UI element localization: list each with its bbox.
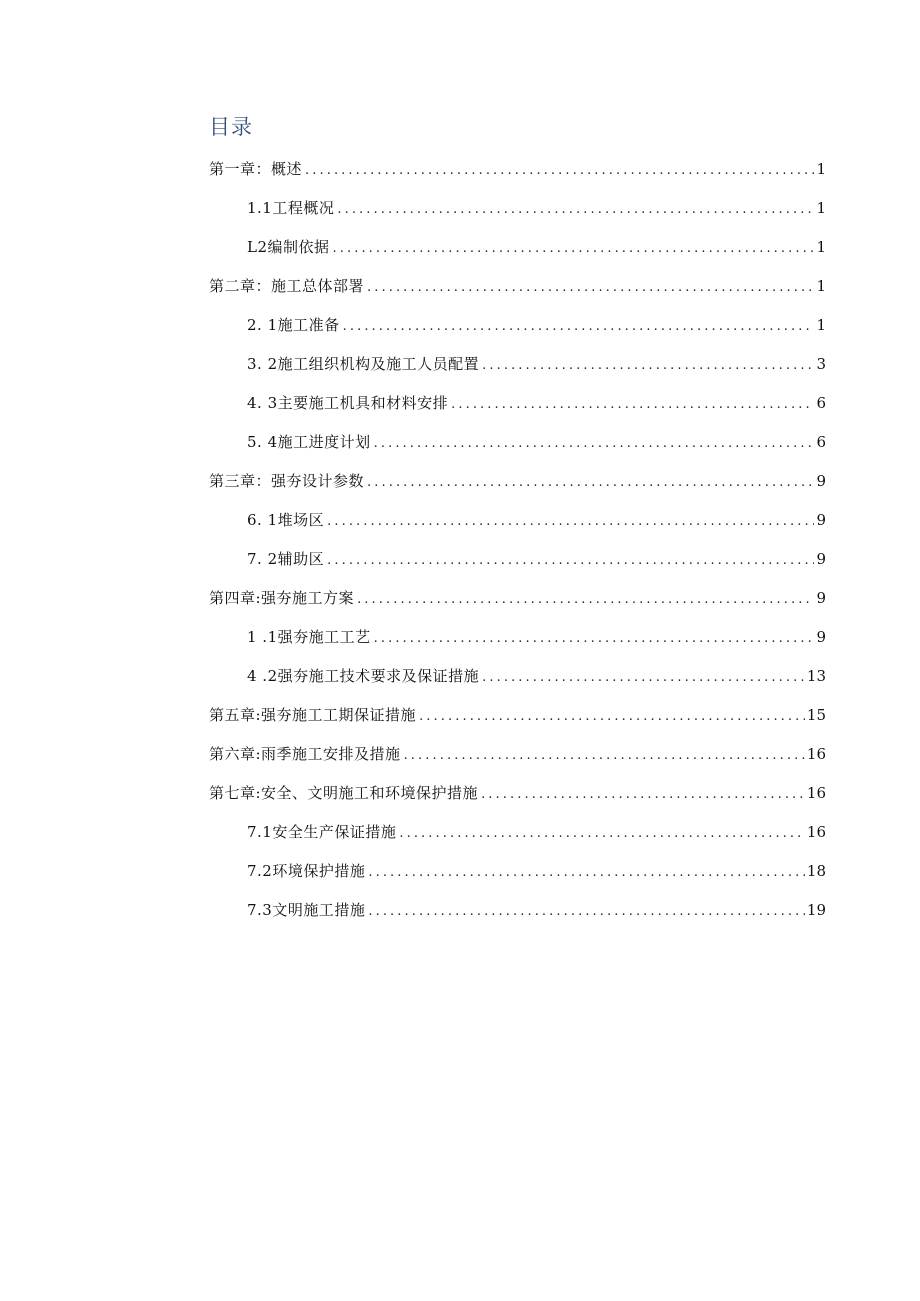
toc-entry-label: 4 .2强夯施工技术要求及保证措施 [247, 667, 480, 685]
toc-entry-page-number: 9 [816, 550, 826, 568]
toc-entry[interactable] [209, 501, 826, 540]
toc-entry-page-number: 16 [806, 784, 826, 802]
toc-entry-label: 7.3文明施工措施 [247, 901, 366, 919]
toc-dot-leader [399, 814, 805, 853]
toc-entry[interactable] [209, 852, 826, 891]
toc-entry-label: 第五章:强夯施工工期保证措施 [209, 706, 417, 724]
toc-entry[interactable] [209, 540, 826, 579]
toc-entry-label: 4. 3主要施工机具和材料安排 [247, 394, 449, 412]
toc-entry[interactable] [209, 735, 826, 774]
toc-title: 目录 [209, 115, 253, 139]
toc-entry-page-number: 16 [806, 745, 826, 763]
toc-entry-label: 第六章:雨季施工安排及措施 [209, 745, 401, 763]
toc-dot-leader [305, 151, 814, 190]
toc-entry-label: 1.1工程概况 [247, 199, 335, 217]
toc-dot-leader [404, 736, 805, 775]
toc-dot-leader [374, 619, 815, 658]
toc-entry-label: 第四章:强夯施工方案 [209, 589, 355, 607]
toc-entry-page-number: 9 [816, 472, 826, 490]
toc-entry-label: 第三章：强夯设计参数 [209, 472, 365, 490]
toc-entry[interactable] [209, 774, 826, 813]
toc-dot-leader [374, 424, 815, 463]
toc-dot-leader [451, 385, 814, 424]
toc-dot-leader [327, 502, 814, 541]
toc-dot-leader [333, 229, 815, 268]
toc-entry[interactable] [209, 423, 826, 462]
toc-entry[interactable] [209, 813, 826, 852]
toc-entry-label: 7.2环境保护措施 [247, 862, 366, 880]
toc-entry-page-number: 9 [816, 589, 826, 607]
toc-entry[interactable] [209, 696, 826, 735]
toc-entry-page-number: 9 [816, 628, 826, 646]
toc-entry[interactable] [209, 150, 826, 189]
toc-entry-page-number: 6 [816, 433, 826, 451]
toc-entry-label: 2. 1施工准备 [247, 316, 340, 334]
toc-entry-label: 6. 1堆场区 [247, 511, 325, 529]
toc-entry-page-number: 1 [816, 316, 826, 334]
toc-entry-page-number: 1 [816, 238, 826, 256]
toc-dot-leader [367, 268, 814, 307]
toc-entry[interactable] [209, 891, 826, 930]
toc-entry-label: 3. 2施工组织机构及施工人员配置 [247, 355, 480, 373]
toc-entry-label: 7. 2辅助区 [247, 550, 325, 568]
toc-entry[interactable] [209, 384, 826, 423]
toc-dot-leader [482, 658, 805, 697]
toc-entry-label: 7.1安全生产保证措施 [247, 823, 397, 841]
toc-entry-page-number: 13 [806, 667, 826, 685]
toc-dot-leader [482, 346, 814, 385]
toc-entry-label: 5. 4施工进度计划 [247, 433, 371, 451]
toc-entry[interactable] [209, 267, 826, 306]
toc-dot-leader [327, 541, 814, 580]
toc-entry-label: 第一章：概述 [209, 160, 303, 178]
toc-entry[interactable] [209, 462, 826, 501]
toc-entry-page-number: 9 [816, 511, 826, 529]
toc-dot-leader [357, 580, 814, 619]
toc-entry-label: 第七章:安全、文明施工和环境保护措施 [209, 784, 479, 802]
toc-entry-label: L2编制依据 [247, 238, 330, 256]
toc-entry-page-number: 16 [806, 823, 826, 841]
toc-entry-page-number: 6 [816, 394, 826, 412]
toc-dot-leader [343, 307, 815, 346]
toc-entry-label: 1 .1强夯施工工艺 [247, 628, 371, 646]
toc-entry[interactable] [209, 306, 826, 345]
toc-dot-leader [367, 463, 814, 502]
toc-list [209, 150, 826, 930]
toc-entry[interactable] [209, 189, 826, 228]
toc-entry[interactable] [209, 579, 826, 618]
toc-dot-leader [481, 775, 805, 814]
toc-entry[interactable] [209, 345, 826, 384]
toc-entry-page-number: 1 [816, 160, 826, 178]
toc-dot-leader [337, 190, 814, 229]
toc-entry-page-number: 1 [816, 277, 826, 295]
toc-entry-page-number: 1 [816, 199, 826, 217]
toc-entry-page-number: 19 [806, 901, 826, 919]
toc-entry-page-number: 3 [816, 355, 826, 373]
toc-dot-leader [368, 892, 805, 931]
toc-entry[interactable] [209, 657, 826, 696]
toc-entry[interactable] [209, 228, 826, 267]
toc-entry-page-number: 18 [806, 862, 826, 880]
toc-dot-leader [368, 853, 805, 892]
toc-entry-label: 第二章：施工总体部署 [209, 277, 365, 295]
toc-entry-page-number: 15 [806, 706, 826, 724]
toc-entry[interactable] [209, 618, 826, 657]
toc-dot-leader [419, 697, 805, 736]
